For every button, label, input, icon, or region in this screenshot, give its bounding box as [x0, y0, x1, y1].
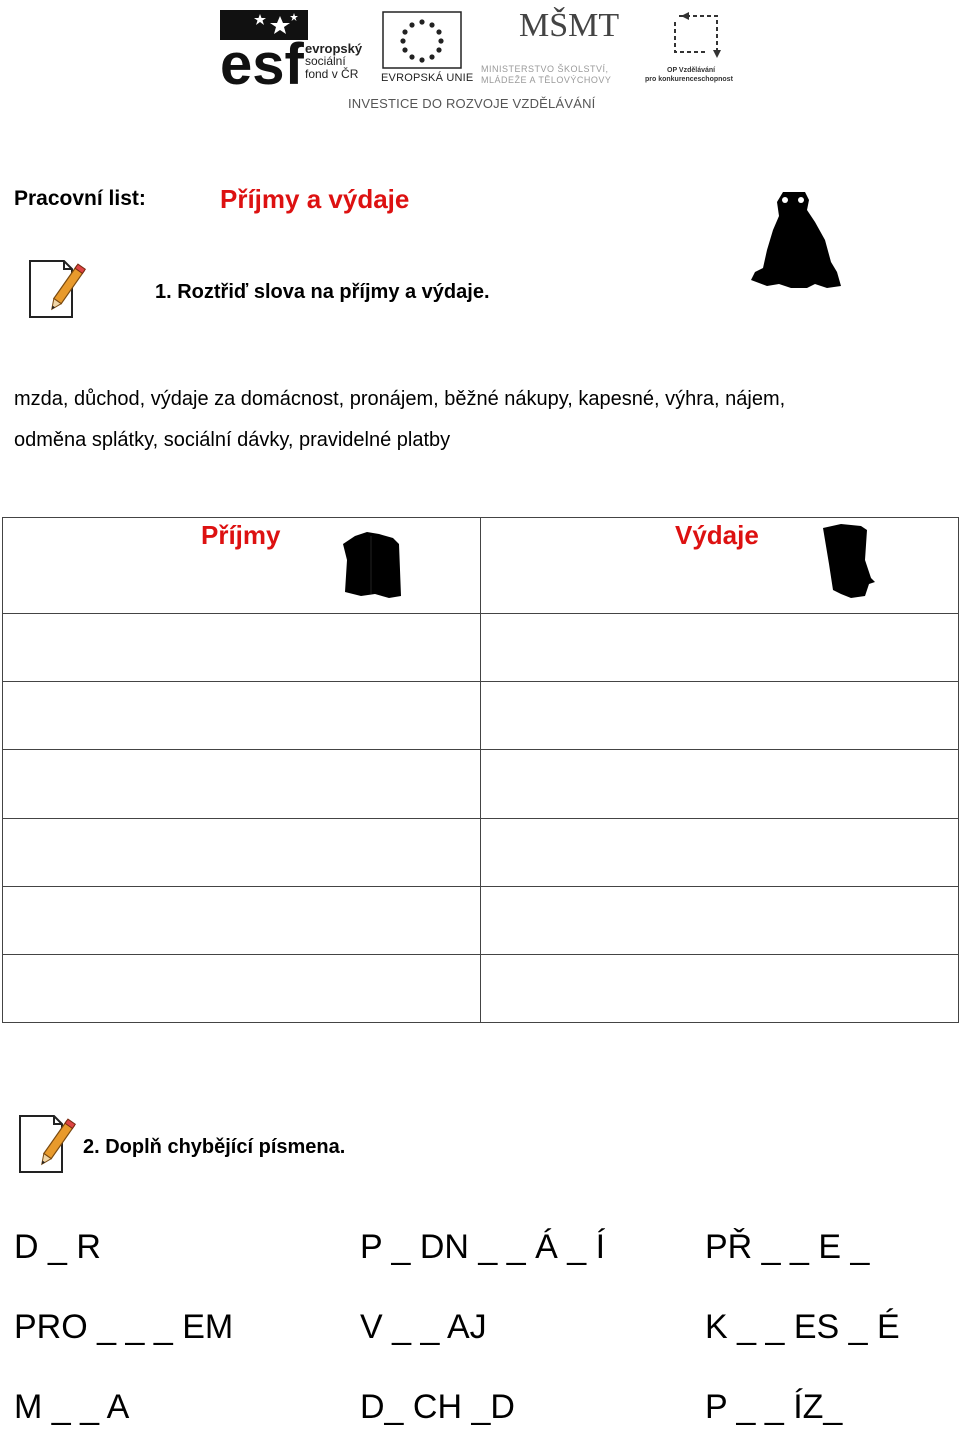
op-line-2: pro konkurenceschopnost	[645, 76, 733, 83]
msmt-label	[481, 64, 611, 86]
pencil-paper-icon	[24, 257, 88, 321]
table-header-row	[3, 518, 959, 614]
task1-instruction: 1. Roztřiď slova na příjmy a výdaje.	[155, 281, 490, 303]
income-cell[interactable]	[3, 750, 481, 818]
puzzle-word: M _ _ A	[14, 1388, 130, 1426]
table-row	[3, 886, 959, 954]
table-row	[3, 614, 959, 682]
income-header-cell	[3, 518, 481, 614]
expense-header: Výdaje	[675, 520, 759, 550]
investment-slogan: INVESTICE DO ROZVOJE VZDĚLÁVÁNÍ	[348, 96, 596, 111]
op-line-1: OP Vzdělávání	[667, 67, 716, 74]
coat-icon	[341, 530, 405, 600]
msmt-brand-text: MŠMT	[519, 7, 620, 44]
income-cell[interactable]	[3, 954, 481, 1022]
puzzle-word: PRO _ _ _ EM	[14, 1308, 234, 1346]
word-list-line-1: mzda, důchod, výdaje za domácnost, pronájem, běžné nákupy, kapesné, výhra, nájem,	[14, 388, 786, 410]
worksheet-label: Pracovní list:	[14, 187, 146, 210]
msmt-line-1: MINISTERSTVO ŠKOLSTVÍ,	[481, 64, 609, 74]
puzzle-word: D _ R	[14, 1228, 101, 1266]
word-list	[14, 379, 944, 461]
puzzle-word: D_ CH _D	[360, 1388, 515, 1426]
word-list-line-2: odměna splátky, sociální dávky, pravidelné platby	[14, 429, 451, 451]
table-row	[3, 818, 959, 886]
esf-line-3: fond v ČR	[305, 67, 359, 81]
msmt-line-2: MLÁDEŽE A TĚLOVÝCHOVY	[481, 75, 612, 85]
income-cell[interactable]	[3, 818, 481, 886]
table-row	[3, 750, 959, 818]
puzzle-word: P _ _ ÍZ_	[705, 1388, 843, 1426]
glass-icon	[817, 524, 877, 600]
puzzle-word: K _ _ ES _ É	[705, 1308, 900, 1346]
word-puzzles	[14, 1220, 944, 1426]
income-header: Příjmy	[201, 520, 281, 550]
expense-cell[interactable]	[481, 750, 959, 818]
income-cell[interactable]	[3, 886, 481, 954]
esf-brand-text: esf	[220, 32, 304, 88]
eu-label: EVROPSKÁ UNIE	[381, 72, 474, 84]
puzzle-word: P _ DN _ _ Á _ Í	[360, 1228, 606, 1266]
expense-cell[interactable]	[481, 954, 959, 1022]
worksheet-title: Příjmy a výdaje	[220, 184, 410, 214]
esf-line-1: evropský	[305, 41, 363, 56]
puzzle-word: PŘ _ _ E _	[705, 1228, 870, 1266]
income-cell[interactable]	[3, 614, 481, 682]
expense-cell[interactable]	[481, 886, 959, 954]
header-logos	[215, 6, 755, 116]
puzzle-word: V _ _ AJ	[360, 1308, 487, 1346]
sorting-table	[2, 517, 959, 1023]
pencil-paper-icon	[14, 1112, 78, 1176]
table-row	[3, 682, 959, 750]
task2-instruction: 2. Doplň chybějící písmena.	[83, 1136, 346, 1158]
esf-text	[305, 42, 362, 81]
bear-figure-icon	[745, 188, 845, 290]
expense-cell[interactable]	[481, 614, 959, 682]
esf-line-2: sociální	[305, 54, 346, 68]
expense-header-cell	[481, 518, 959, 614]
income-cell[interactable]	[3, 682, 481, 750]
expense-cell[interactable]	[481, 682, 959, 750]
table-row	[3, 954, 959, 1022]
expense-cell[interactable]	[481, 818, 959, 886]
op-label	[645, 66, 733, 84]
